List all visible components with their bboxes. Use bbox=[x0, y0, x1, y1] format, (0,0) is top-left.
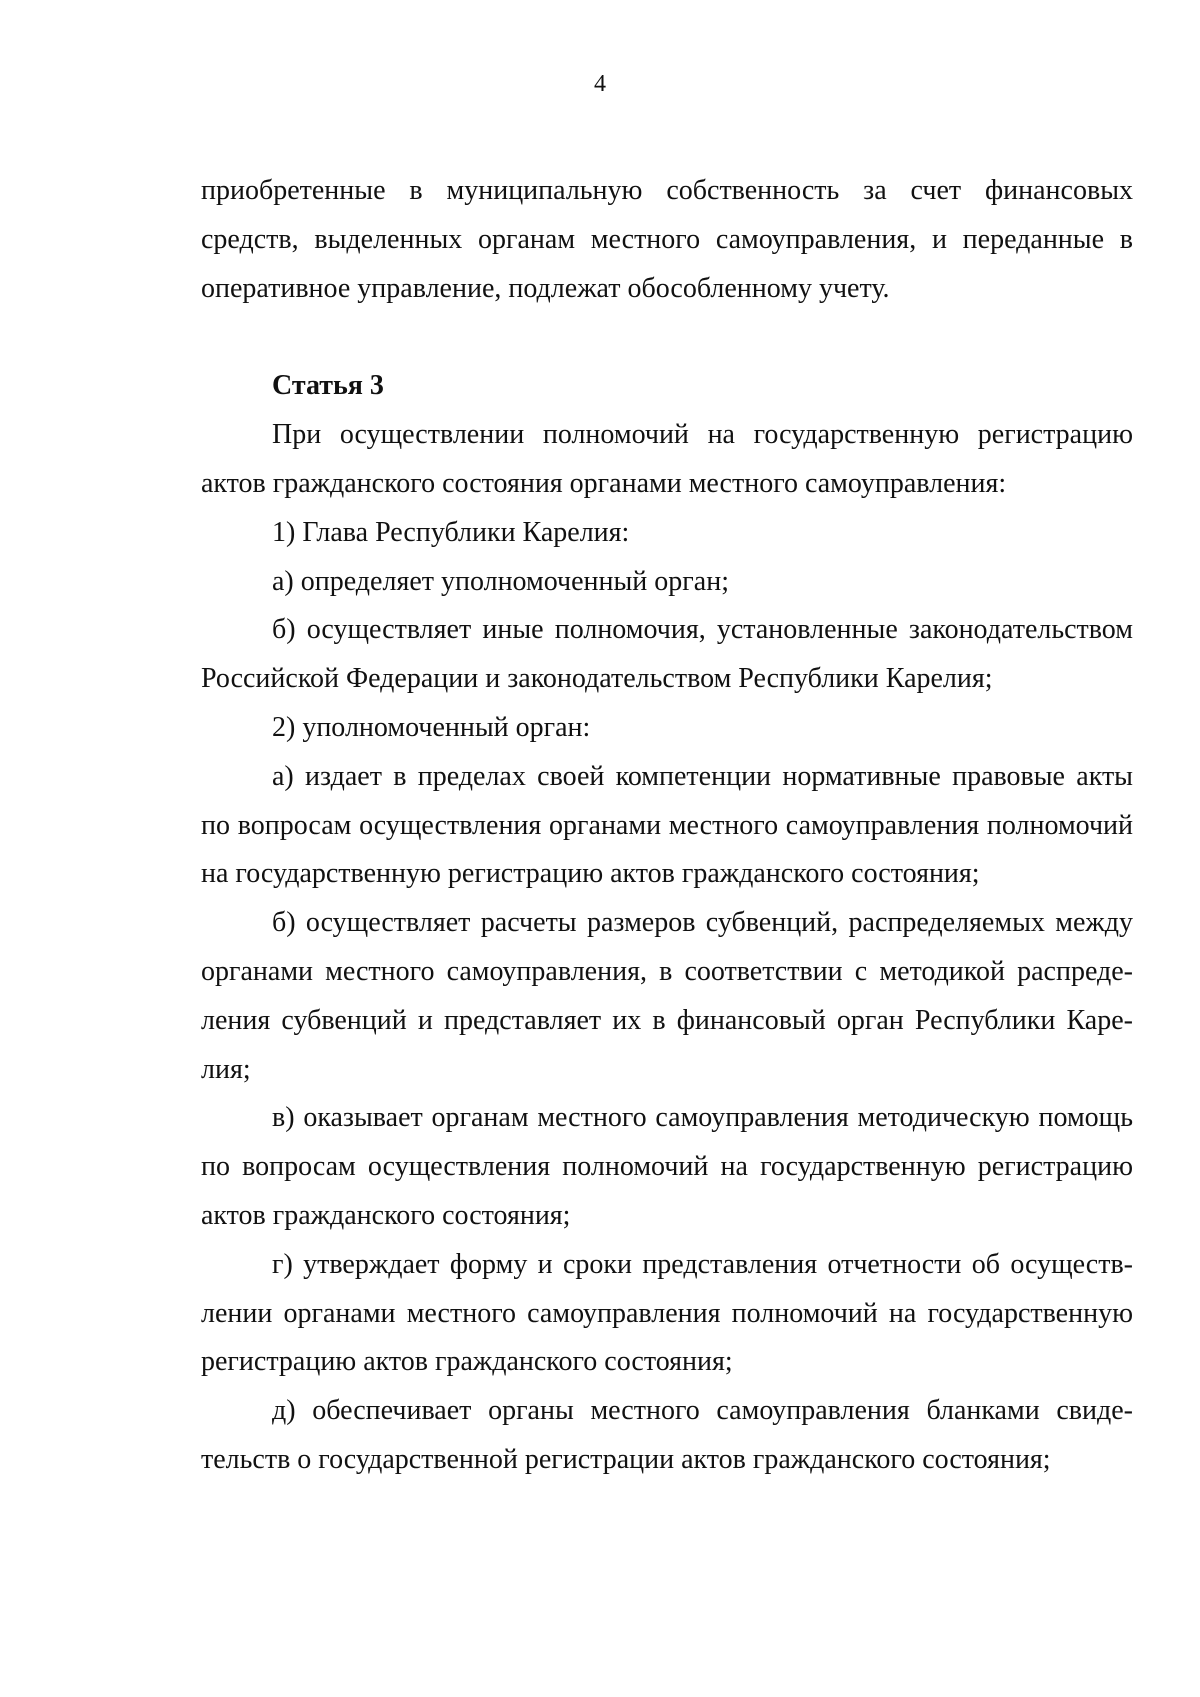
list-item-2d: д) обеспечивает органы местного самоуправления бланками свидетельств о государственной регистрации актов гражданского состояния; bbox=[201, 1395, 1133, 1475]
list-item-2b: б) осуществляет расчеты размеров субвенций, распределяемых между органами местного самоуправления, в соответствии с методикой распределения субвенций и представляет их в финансовый орган Республики Карелия; bbox=[201, 907, 1133, 1085]
paragraph-intro: При осуществлении полномочий на государственную регистрацию актов гражданского состояния органами местного самоуправления: bbox=[201, 419, 1133, 499]
list-item-2g: г) утверждает форму и сроки представления отчетности об осуществлении органами местного самоуправления полномочий на государственную регистрацию актов гражданского состояния; bbox=[201, 1248, 1133, 1378]
list-item-1: 1) Глава Республики Карелия: bbox=[272, 516, 630, 548]
list-item-1a: а) определяет уполномоченный орган; bbox=[272, 565, 729, 597]
document-body bbox=[201, 167, 1133, 1485]
paragraph-continuation: приобретенные в муниципальную собственность за счет финансовых средств, выделенных органам местного самоуправления, и переданные в оперативное управление, подлежат обособленному учету. bbox=[201, 175, 1133, 304]
list-item-2a: а) издает в пределах своей компетенции нормативные правовые акты по вопросам осуществления органами местного самоуправления полномочий на государственную регистрацию актов гражданского состояния; bbox=[201, 760, 1133, 890]
list-item-2: 2) уполномоченный орган: bbox=[272, 711, 591, 743]
list-item-2v: в) оказывает органам местного самоуправления методическую помощь по вопросам осуществления полномочий на государственную регистрацию актов гражданского состояния; bbox=[201, 1102, 1133, 1231]
article-heading: Статья 3 bbox=[272, 370, 384, 402]
page-number: 4 bbox=[594, 71, 606, 97]
list-item-1b: б) осуществляет иные полномочия, установленные законодательством Российской Федерации и законодательством Республики Карелия; bbox=[201, 614, 1133, 695]
